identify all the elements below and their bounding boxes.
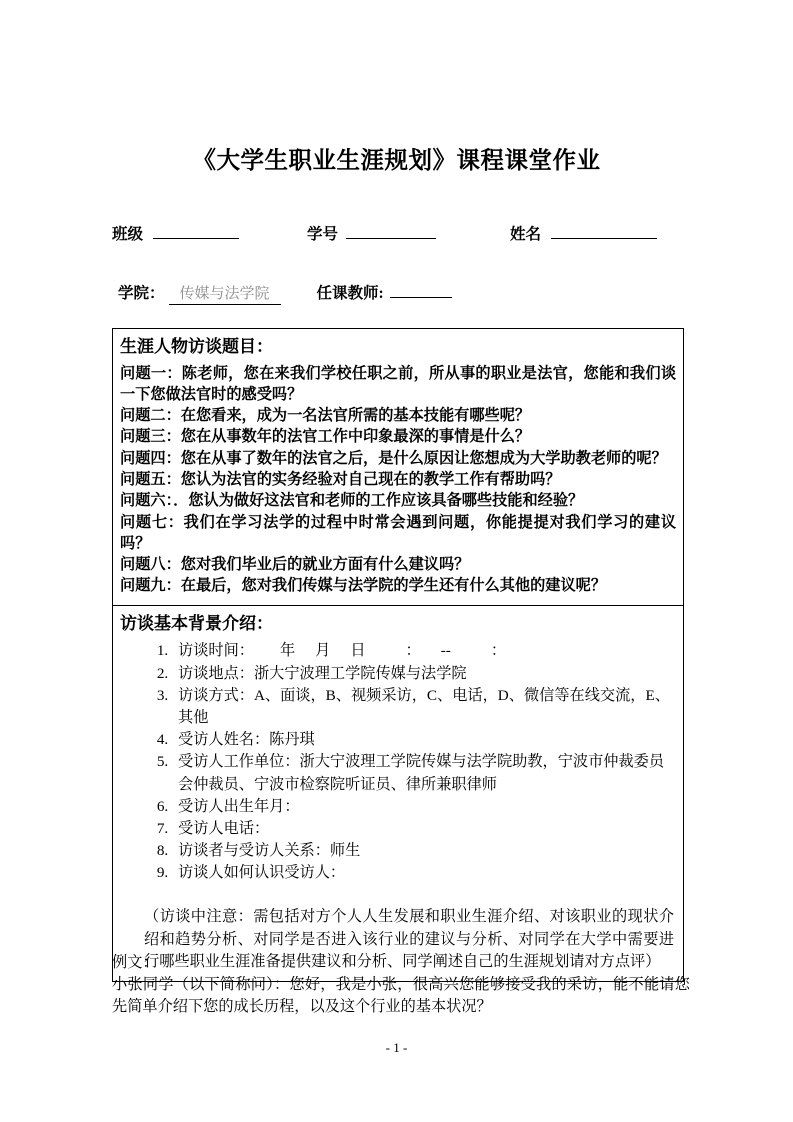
- teacher-label: 任课教师:: [316, 285, 384, 302]
- question-item: 问题二：在您看来，成为一名法官所需的基本技能有哪些呢？: [120, 407, 531, 425]
- background-note: （访谈中注意：需包括对方个人人生发展和职业生涯介绍、对该职业的现状介绍和趋势分析、对同学是否进入该行业的建议与分析、对同学在大学中需要进行哪些职业生涯准备提供建议和分析、同学阐述自己的生涯规划请对方点评）: [144, 908, 674, 970]
- bg-time-day: 日: [350, 642, 366, 660]
- bg-time-dash: --: [440, 642, 451, 660]
- background-heading: 访谈基本背景介绍：: [120, 613, 273, 633]
- example-section: [112, 952, 690, 1019]
- page-number-footer: - 1 -: [385, 1040, 408, 1055]
- question-item: 问题八：您对我们毕业后的就业方面有什么建议吗？: [120, 556, 470, 574]
- bg-value: 陈丹琪: [269, 731, 315, 749]
- bg-time-month: 月: [315, 642, 331, 660]
- question-item: 问题四：您在从事了数年的法官之后，是什么原因让您想成为大学助教老师的呢？: [120, 449, 667, 467]
- name-label: 姓名: [510, 226, 542, 243]
- list-item: [172, 640, 676, 662]
- example-heading: 例文：: [112, 954, 158, 971]
- form-row-identity: [112, 222, 692, 244]
- questions-cell: [113, 329, 683, 606]
- list-item: [172, 818, 676, 840]
- bg-label: 受访人电话：: [178, 819, 270, 837]
- bg-value: 师生: [329, 842, 361, 860]
- bg-time-year: 年: [279, 642, 296, 660]
- teacher-input[interactable]: [390, 283, 452, 298]
- bg-label: 访谈人如何认识受访人：: [178, 864, 346, 882]
- list-item: [172, 751, 676, 795]
- list-item: [172, 685, 676, 729]
- bg-time-colon1: ：: [405, 642, 421, 660]
- bg-label: 访谈者与受访人关系：: [178, 842, 330, 860]
- question-item: 问题一：陈老师，您在来我们学校任职之前，所从事的职业是法官，您能和我们谈一下您做法官时的感受吗？: [120, 364, 676, 403]
- question-item: 问题三：您在从事数年的法官工作中印象最深的事情是什么？: [120, 428, 531, 446]
- form-row-college: [118, 281, 698, 305]
- list-item: [172, 729, 676, 751]
- bg-label: 受访人工作单位：: [178, 753, 300, 771]
- college-label: 学院：: [118, 285, 165, 302]
- example-body: 小张同学（以下简称问）：您好，我是小张，很高兴您能够接受我的采访，能不能请您先简单介绍下您的成长历程，以及这个行业的基本状况？: [112, 976, 690, 1016]
- student-id-input[interactable]: [346, 224, 436, 239]
- question-item: 问题六：．您认为做好这法官和老师的工作应该具备哪些技能和经验？: [120, 492, 584, 510]
- list-item: [172, 862, 676, 884]
- list-item: [172, 663, 676, 685]
- question-item: 问题五：您认为法官的实务经验对自己现在的教学工作有帮助吗？: [120, 471, 561, 489]
- college-value[interactable]: 传媒与法学院: [169, 282, 281, 305]
- list-item: [172, 840, 676, 862]
- class-label: 班级: [112, 226, 144, 243]
- bg-label: 访谈方式：: [178, 686, 254, 704]
- background-list: [120, 640, 676, 884]
- questions-heading: 生涯人物访谈题目：: [120, 337, 273, 356]
- question-item: 问题九：在最后，您对我们传媒与法学院的学生还有什么其他的建议呢？: [120, 577, 606, 595]
- bg-label: 受访人出生年月：: [178, 797, 300, 815]
- bg-label: 访谈地点：: [178, 664, 254, 682]
- bg-value: 浙大宁波理工学院传媒与法学院助教，宁波市仲裁委员会仲裁员、宁波市检察院听证员、律所兼职律师: [178, 753, 664, 793]
- bg-label: 受访人姓名：: [178, 731, 270, 749]
- bg-time-colon2: ：: [490, 642, 506, 660]
- page-title: 《大学生职业生涯规划》课程课堂作业: [192, 147, 601, 173]
- bg-label: 访谈时间：: [178, 642, 254, 660]
- class-input[interactable]: [153, 224, 239, 239]
- name-input[interactable]: [551, 224, 657, 239]
- bg-value: A、面谈，B、视频采访，C、电话，D、微信等在线交流，E、其他: [178, 686, 670, 726]
- student-id-label: 学号: [307, 226, 339, 243]
- background-cell: [113, 606, 683, 981]
- list-item: [172, 796, 676, 818]
- question-item: 问题七：我们在学习法学的过程中时常会遇到问题，你能提提对我们学习的建议吗？: [120, 513, 676, 552]
- main-table: [112, 328, 684, 982]
- bg-value: 浙大宁波理工学院传媒与法学院: [253, 664, 467, 682]
